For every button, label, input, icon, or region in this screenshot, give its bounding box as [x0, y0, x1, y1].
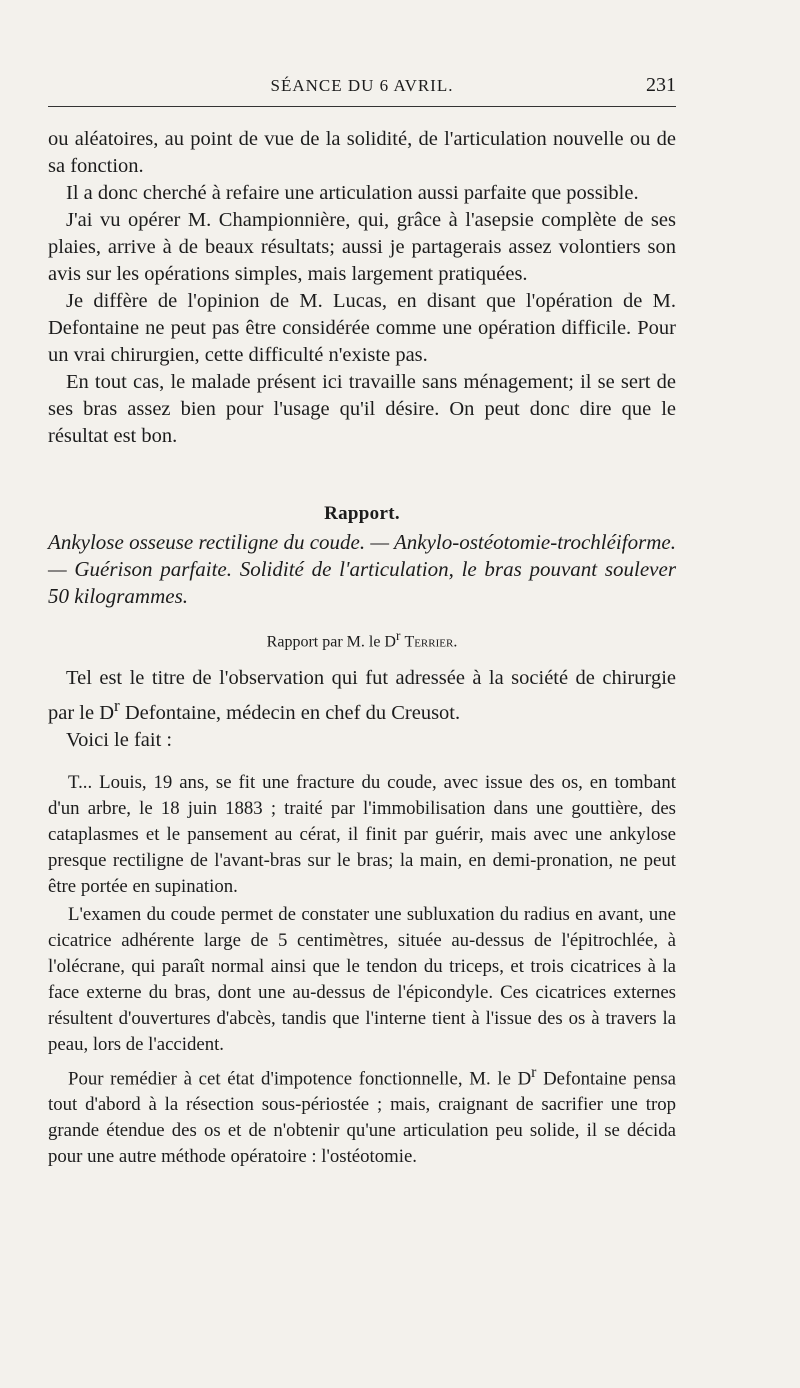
- superscript: r: [531, 1064, 537, 1082]
- paragraph: T... Louis, 19 ans, se fit une fracture du coude, avec issue des os, en tombant d'un arbre, le 18 juin 1883 ; traité par l'immobilisation dans une gouttière, des cataplasmes et le pansement au cérat, il finit par guérir, mais avec une ankylose presque rectiligne de l'avant-bras sur le bras; la main, en demi-pronation, ne peut être portée en supination.: [48, 772, 676, 898]
- report-subtitle: Ankylose osseuse rectiligne du coude. — Ankylo-ostéotomie-trochléiforme. — Guérison parfaite. Solidité de l'articulation, le bras pouvant soulever 50 kilogrammes.: [48, 530, 676, 608]
- text-run: Tel est le titre de l'observation qui fut adressée à la société de chirurgie par le D: [48, 667, 676, 725]
- text-run: Defontaine pensa tout d'abord à la résection sous-périostée ; mais, craignant de sacrifier une trop grande étendue des os et de n'obtenir qu'une articulation peu solide, il se décida pour une autre méthode opératoire : l'ostéotomie.: [48, 1068, 676, 1168]
- paragraph: ou aléatoires, au point de vue de la solidité, de l'articulation nouvelle ou de sa fonction.: [48, 128, 676, 177]
- byline-prefix: Rapport par M. le D: [266, 633, 396, 651]
- main-text: [48, 126, 676, 1170]
- paragraph: En tout cas, le malade présent ici travaille sans ménagement; il se sert de ses bras assez bien pour l'usage qu'il désire. On peut donc dire que le résultat est bon.: [48, 371, 676, 447]
- header-title: SÉANCE DU 6 AVRIL.: [270, 76, 454, 95]
- report-byline: [48, 622, 676, 655]
- byline-superscript: r: [395, 628, 401, 643]
- text-run: Defontaine, médecin en chef du Creusot.: [119, 702, 461, 725]
- header-rule: [48, 106, 676, 107]
- paragraph: [48, 1060, 676, 1170]
- text-run: Pour remédier à cet état d'impotence fonctionnelle, M. le D: [68, 1068, 532, 1090]
- section-heading: Rapport.: [324, 503, 400, 524]
- paragraph: L'examen du coude permet de constater une subluxation du radius en avant, une cicatrice adhérente large de 5 centimètres, située au-dessus de l'épitrochlée, à l'olécrane, qui paraît normal ainsi que le tendon du triceps, et trois cicatrices à la face externe du bras, dont une au-dessus de l'épicondyle. Ces cicatrices externes résultent d'ouvertures d'abcès, tandis que l'interne tient à l'issue des os à travers la peau, lors de l'accident.: [48, 904, 676, 1056]
- superscript: r: [114, 696, 120, 716]
- observation-text: [48, 770, 676, 1170]
- page-number: 231: [646, 74, 676, 96]
- byline-author: Terrier.: [404, 633, 458, 651]
- paragraph: J'ai vu opérer M. Championnière, qui, grâce à l'asepsie complète de ses plaies, arrive à de beaux résultats; aussi je partagerais assez volontiers son avis sur les opérations simples, mais largement pratiquées.: [48, 209, 676, 285]
- paragraph: [48, 665, 676, 727]
- paragraph: Il a donc cherché à refaire une articulation aussi parfaite que possible.: [66, 182, 639, 204]
- paragraph: Voici le fait :: [66, 729, 173, 752]
- running-header: [48, 72, 676, 104]
- paragraph: Je diffère de l'opinion de M. Lucas, en disant que l'opération de M. Defontaine ne peut pas être considérée comme une opération difficile. Pour un vrai chirurgien, cette difficulté n'existe pas.: [48, 290, 676, 366]
